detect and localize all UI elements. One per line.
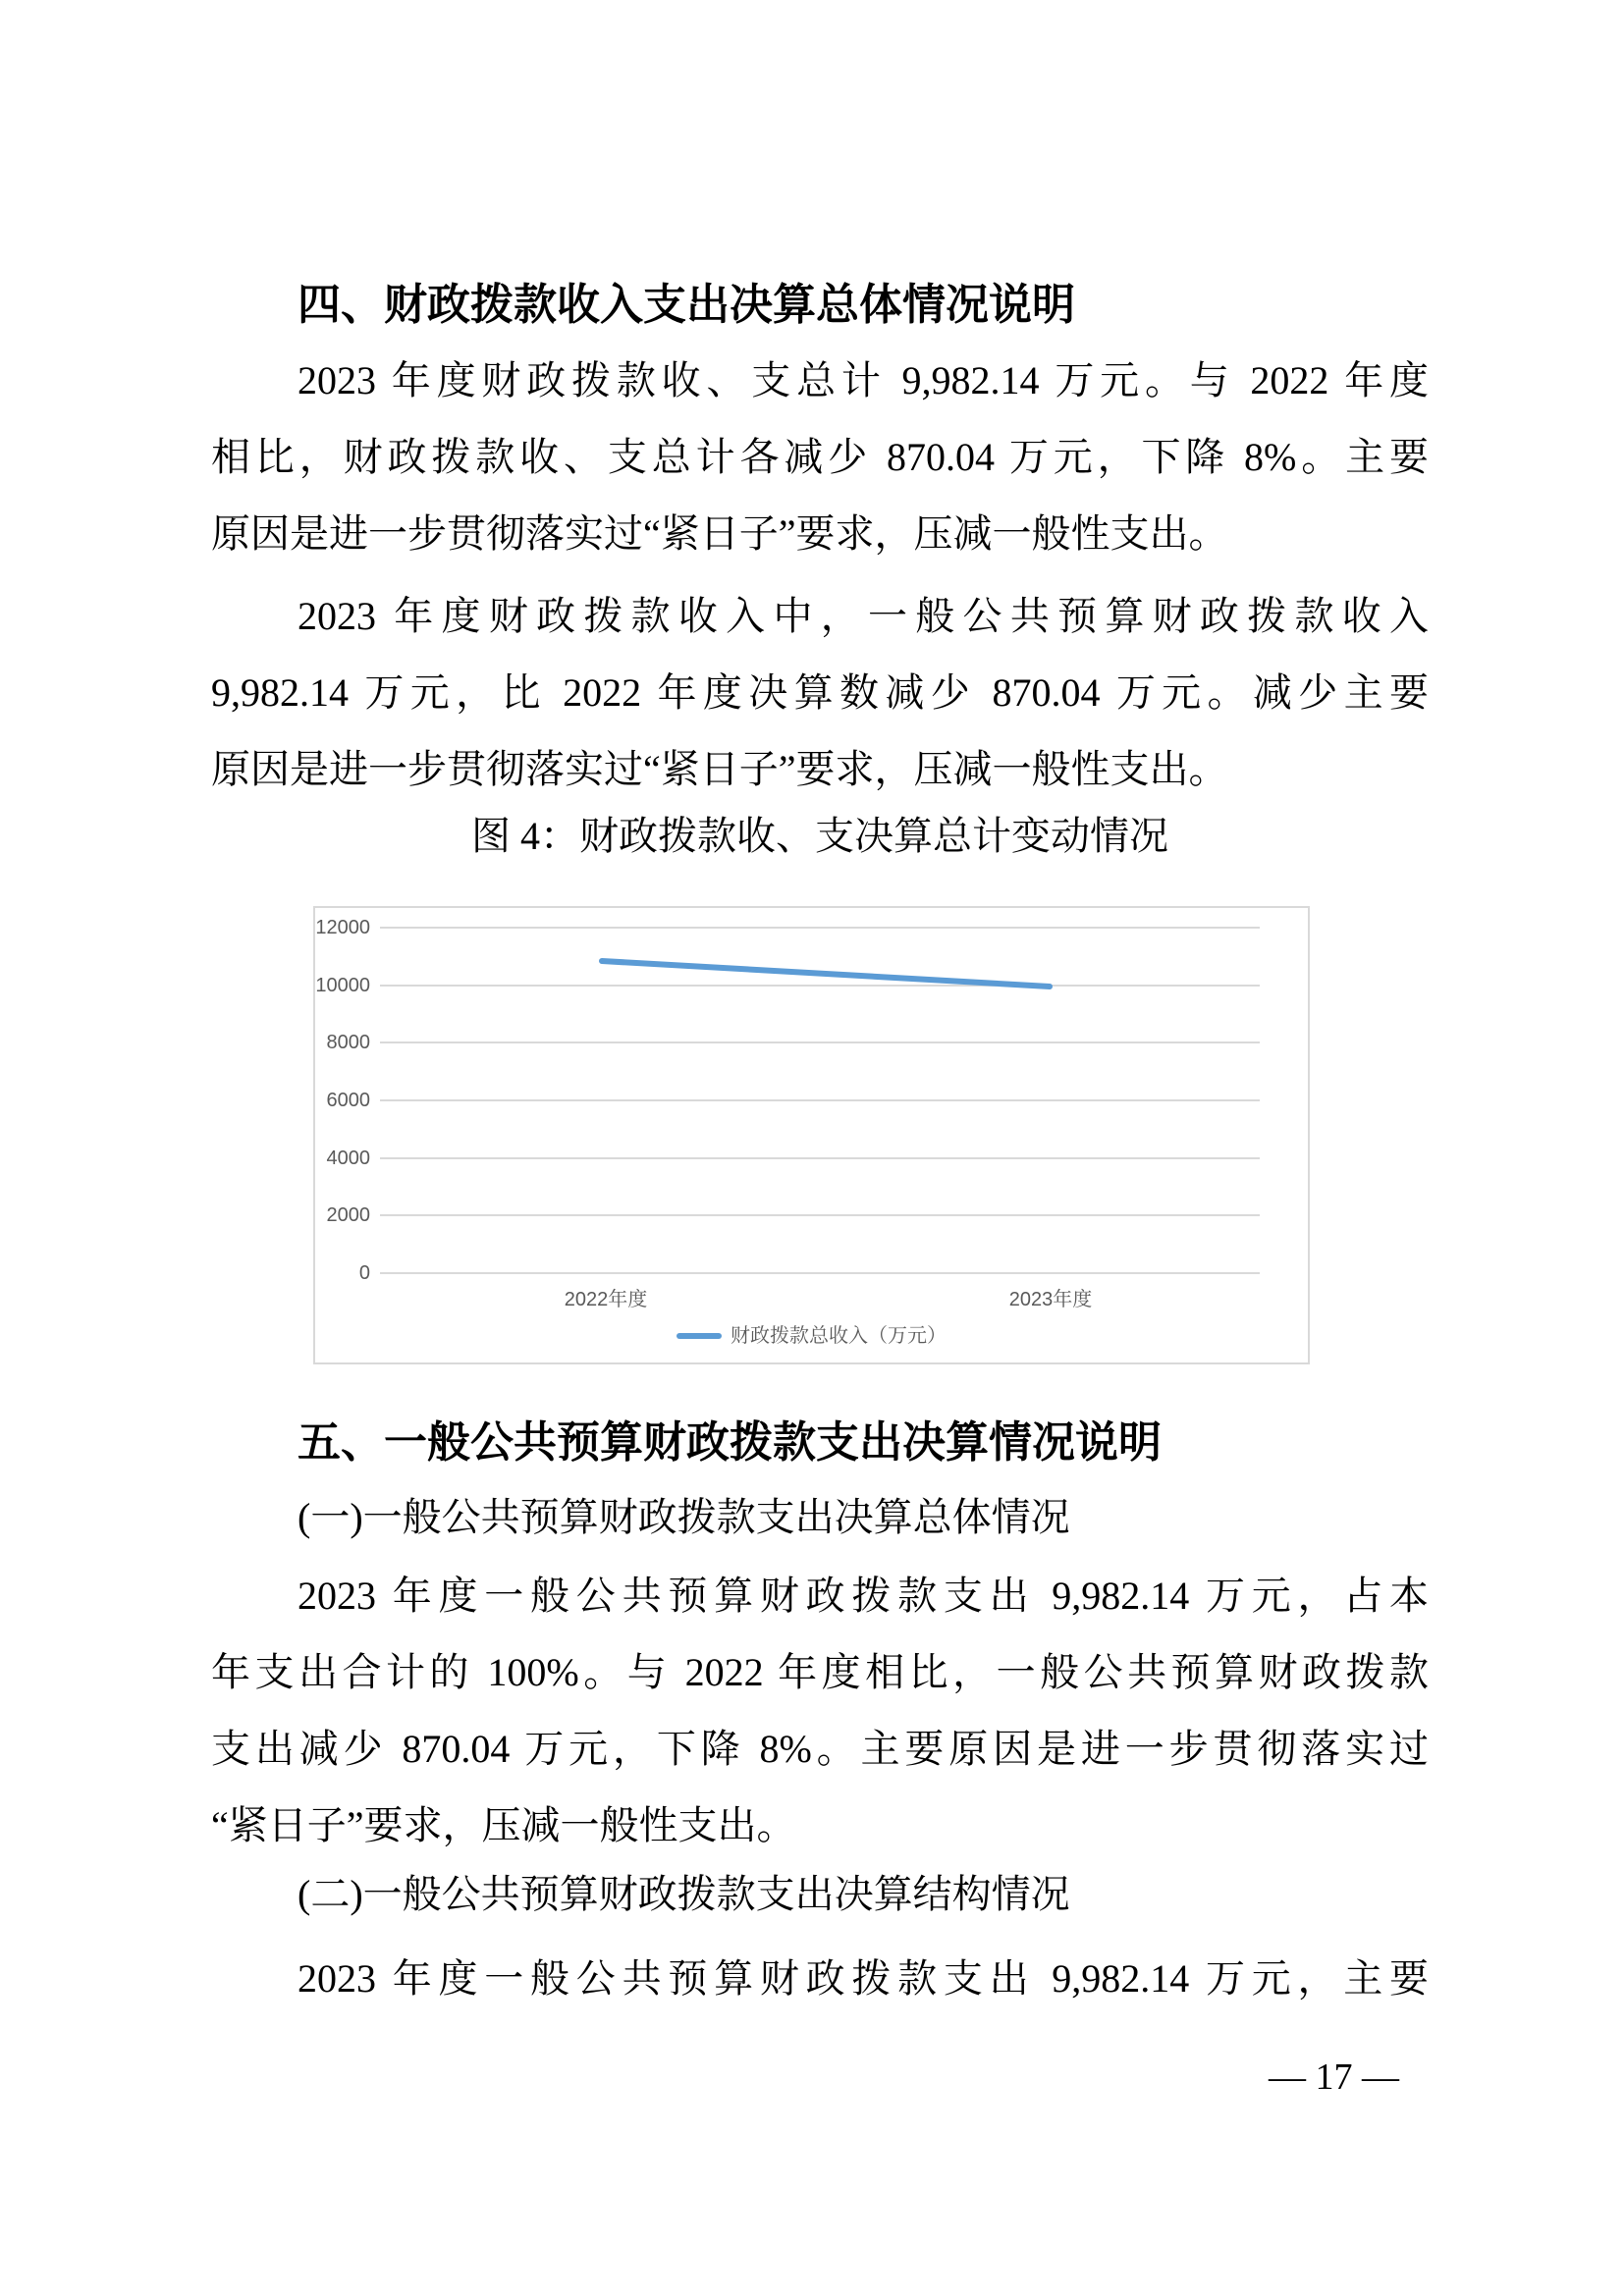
- x-axis-tick: 2023年度: [1008, 1289, 1093, 1310]
- figure4-chart: [313, 906, 1310, 1364]
- y-axis-tick: 0: [358, 1262, 370, 1284]
- section5-subheading-2: (二)一般公共预算财政拨款支出决算结构情况: [298, 1872, 1070, 1916]
- paragraph-line: 2023 年度财政拨款收、支总计 9,982.14 万元。与 2022 年度: [298, 358, 1429, 402]
- figure4-chart-canvas: [315, 908, 1308, 1362]
- paragraph-line: 9,982.14 万元，比 2022 年度决算数减少 870.04 万元。减少主要: [211, 670, 1429, 715]
- y-axis-tick: 12000: [315, 917, 370, 938]
- y-axis-tick: 10000: [315, 975, 370, 996]
- figure4-caption: 图 4：财政拨款收、支决算总计变动情况: [471, 814, 1168, 858]
- paragraph-line: “紧日子”要求，压减一般性支出。: [211, 1803, 796, 1847]
- chart-legend: [315, 1320, 1308, 1352]
- section4-paragraph-1: [211, 343, 1429, 572]
- section5-paragraph-2: [211, 1941, 1429, 2017]
- paragraph-line: 2023 年度一般公共预算财政拨款支出 9,982.14 万元，主要: [298, 1956, 1429, 2001]
- section4-heading: 四、财政拨款收入支出决算总体情况说明: [298, 281, 1075, 329]
- paragraph-line: 原因是进一步贯彻落实过“紧日子”要求，压减一般性支出。: [211, 511, 1228, 556]
- paragraph-line: 2023 年度一般公共预算财政拨款支出 9,982.14 万元，占本: [298, 1574, 1429, 1618]
- legend-label: 财政拨款总收入（万元）: [731, 1325, 947, 1347]
- total-income-trend-line: [602, 961, 1050, 987]
- paragraph-line: 相比，财政拨款收、支总计各减少 870.04 万元，下降 8%。主要: [211, 435, 1429, 479]
- y-axis-tick: 8000: [326, 1032, 370, 1053]
- paragraph-line: 年支出合计的 100%。与 2022 年度相比，一般公共预算财政拨款: [211, 1650, 1429, 1694]
- y-axis-tick: 4000: [326, 1148, 370, 1169]
- section5-paragraph-1: [211, 1558, 1429, 1864]
- legend-line-swatch: [677, 1333, 722, 1339]
- y-axis-tick: 2000: [326, 1204, 370, 1226]
- chart-gridlines: [380, 928, 1260, 1273]
- y-axis-tick: 6000: [326, 1090, 370, 1111]
- paragraph-line: 原因是进一步贯彻落实过“紧日子”要求，压减一般性支出。: [211, 747, 1228, 791]
- section5-subheading-1: (一)一般公共预算财政拨款支出决算总体情况: [298, 1495, 1070, 1539]
- section5-heading: 五、一般公共预算财政拨款支出决算情况说明: [298, 1418, 1162, 1467]
- paragraph-line: 支出减少 870.04 万元，下降 8%。主要原因是进一步贯彻落实过: [211, 1727, 1429, 1771]
- x-axis-tick: 2022年度: [564, 1289, 648, 1310]
- section4-paragraph-2: [211, 578, 1429, 808]
- paragraph-line: 2023 年度财政拨款收入中，一般公共预算财政拨款收入: [298, 594, 1429, 638]
- page-number: — 17 —: [1269, 2056, 1399, 2098]
